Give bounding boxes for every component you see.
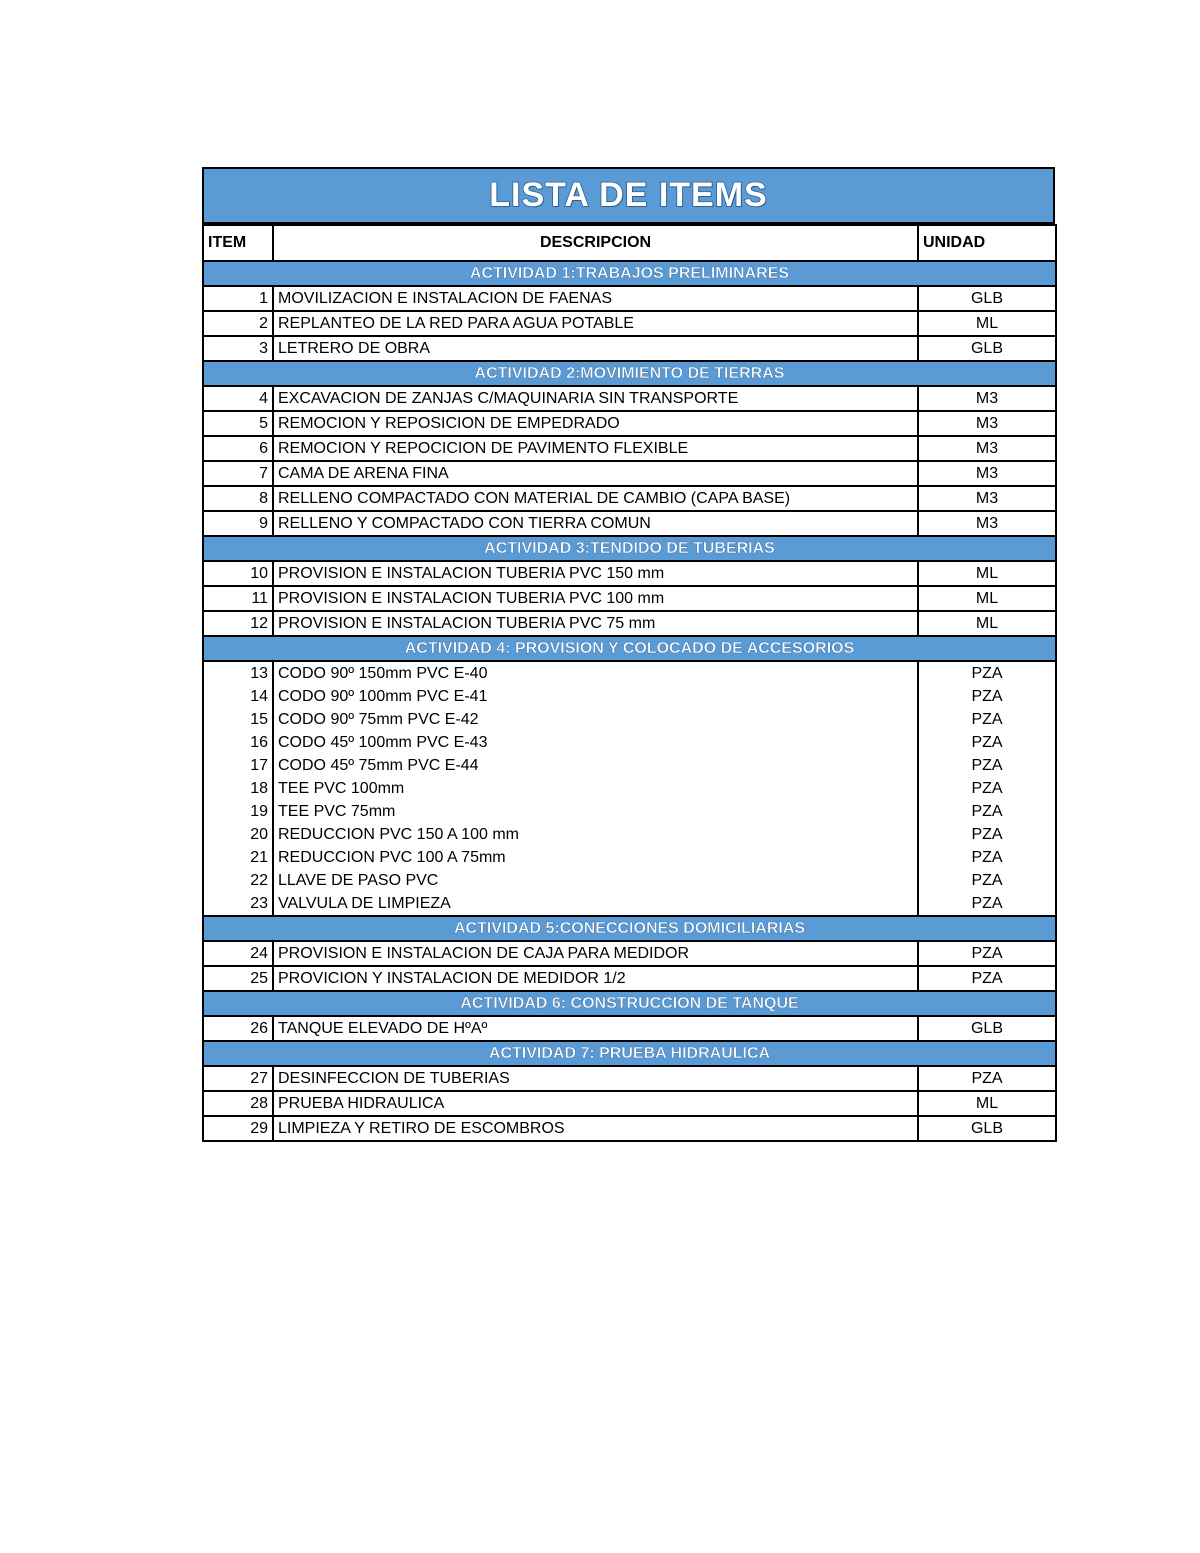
section-label: ACTIVIDAD 6: CONSTRUCCION DE TANQUE xyxy=(203,991,1056,1016)
table-row xyxy=(203,411,1056,436)
item-unit: PZA xyxy=(918,966,1056,991)
item-number: 13 xyxy=(203,661,273,685)
item-unit: M3 xyxy=(918,436,1056,461)
item-number: 26 xyxy=(203,1016,273,1041)
item-unit: PZA xyxy=(918,869,1056,892)
table-row xyxy=(203,846,1056,869)
item-description: PROVISION E INSTALACION DE CAJA PARA MEDIDOR xyxy=(273,941,918,966)
item-number: 29 xyxy=(203,1116,273,1141)
item-number: 10 xyxy=(203,561,273,586)
item-unit: PZA xyxy=(918,941,1056,966)
item-number: 28 xyxy=(203,1091,273,1116)
item-description: CODO 90º 100mm PVC E-41 xyxy=(273,685,918,708)
item-description: PROVISION E INSTALACION TUBERIA PVC 75 mm xyxy=(273,611,918,636)
items-table xyxy=(202,224,1057,1142)
item-number: 22 xyxy=(203,869,273,892)
item-number: 3 xyxy=(203,336,273,361)
section-row xyxy=(203,991,1056,1016)
item-number: 17 xyxy=(203,754,273,777)
section-row xyxy=(203,361,1056,386)
table-row xyxy=(203,1091,1056,1116)
table-row xyxy=(203,461,1056,486)
item-description: PROVISION E INSTALACION TUBERIA PVC 150 mm xyxy=(273,561,918,586)
item-description: RELLENO COMPACTADO CON MATERIAL DE CAMBIO (CAPA BASE) xyxy=(273,486,918,511)
item-unit: PZA xyxy=(918,754,1056,777)
table-row xyxy=(203,586,1056,611)
item-unit: M3 xyxy=(918,511,1056,536)
table-row xyxy=(203,661,1056,685)
table-row xyxy=(203,511,1056,536)
item-unit: M3 xyxy=(918,386,1056,411)
section-label: ACTIVIDAD 7: PRUEBA HIDRAULICA xyxy=(203,1041,1056,1066)
item-number: 16 xyxy=(203,731,273,754)
table-row xyxy=(203,1116,1056,1141)
item-description: TEE PVC 75mm xyxy=(273,800,918,823)
item-number: 19 xyxy=(203,800,273,823)
section-row xyxy=(203,636,1056,661)
item-unit: ML xyxy=(918,586,1056,611)
item-number: 9 xyxy=(203,511,273,536)
table-row xyxy=(203,800,1056,823)
item-description: TEE PVC 100mm xyxy=(273,777,918,800)
item-number: 15 xyxy=(203,708,273,731)
table-row xyxy=(203,611,1056,636)
table-row xyxy=(203,823,1056,846)
item-unit: PZA xyxy=(918,800,1056,823)
item-description: CODO 90º 75mm PVC E-42 xyxy=(273,708,918,731)
item-number: 27 xyxy=(203,1066,273,1091)
section-label: ACTIVIDAD 5:CONECCIONES DOMICILIARIAS xyxy=(203,916,1056,941)
item-description: TANQUE ELEVADO DE HºAº xyxy=(273,1016,918,1041)
table-row xyxy=(203,941,1056,966)
header-unit: UNIDAD xyxy=(918,225,1056,261)
item-number: 2 xyxy=(203,311,273,336)
sheet-title: LISTA DE ITEMS xyxy=(489,176,768,214)
table-row xyxy=(203,386,1056,411)
item-unit: PZA xyxy=(918,661,1056,685)
item-number: 21 xyxy=(203,846,273,869)
section-row xyxy=(203,1041,1056,1066)
item-unit: PZA xyxy=(918,1066,1056,1091)
item-number: 11 xyxy=(203,586,273,611)
item-unit: ML xyxy=(918,311,1056,336)
header-row xyxy=(203,225,1056,261)
item-description: EXCAVACION DE ZANJAS C/MAQUINARIA SIN TRANSPORTE xyxy=(273,386,918,411)
table-row xyxy=(203,731,1056,754)
item-description: REMOCION Y REPOSICION DE EMPEDRADO xyxy=(273,411,918,436)
section-row xyxy=(203,536,1056,561)
item-unit: PZA xyxy=(918,731,1056,754)
section-row xyxy=(203,261,1056,286)
item-unit: GLB xyxy=(918,1016,1056,1041)
item-description: LETRERO DE OBRA xyxy=(273,336,918,361)
item-number: 7 xyxy=(203,461,273,486)
table-row xyxy=(203,1066,1056,1091)
item-number: 12 xyxy=(203,611,273,636)
section-label: ACTIVIDAD 1:TRABAJOS PRELIMINARES xyxy=(203,261,1056,286)
item-description: REPLANTEO DE LA RED PARA AGUA POTABLE xyxy=(273,311,918,336)
item-description: RELLENO Y COMPACTADO CON TIERRA COMUN xyxy=(273,511,918,536)
table-row xyxy=(203,486,1056,511)
table-row xyxy=(203,685,1056,708)
item-unit: PZA xyxy=(918,708,1056,731)
item-number: 5 xyxy=(203,411,273,436)
item-description: PROVICION Y INSTALACION DE MEDIDOR 1/2 xyxy=(273,966,918,991)
table-row xyxy=(203,336,1056,361)
item-unit: PZA xyxy=(918,777,1056,800)
item-unit: ML xyxy=(918,611,1056,636)
item-description: DESINFECCION DE TUBERIAS xyxy=(273,1066,918,1091)
item-unit: M3 xyxy=(918,411,1056,436)
item-unit: ML xyxy=(918,1091,1056,1116)
item-number: 18 xyxy=(203,777,273,800)
item-description: VALVULA DE LIMPIEZA xyxy=(273,892,918,916)
items-sheet xyxy=(202,167,1055,1142)
item-number: 4 xyxy=(203,386,273,411)
item-number: 24 xyxy=(203,941,273,966)
item-description: REDUCCION PVC 100 A 75mm xyxy=(273,846,918,869)
item-description: REDUCCION PVC 150 A 100 mm xyxy=(273,823,918,846)
item-unit: PZA xyxy=(918,685,1056,708)
table-row xyxy=(203,892,1056,916)
item-unit: M3 xyxy=(918,486,1056,511)
item-number: 14 xyxy=(203,685,273,708)
item-number: 20 xyxy=(203,823,273,846)
item-number: 6 xyxy=(203,436,273,461)
item-description: PROVISION E INSTALACION TUBERIA PVC 100 mm xyxy=(273,586,918,611)
item-description: LLAVE DE PASO PVC xyxy=(273,869,918,892)
table-row xyxy=(203,436,1056,461)
header-description: DESCRIPCION xyxy=(273,225,918,261)
item-unit: PZA xyxy=(918,823,1056,846)
item-description: CODO 90º 150mm PVC E-40 xyxy=(273,661,918,685)
table-row xyxy=(203,311,1056,336)
table-row xyxy=(203,561,1056,586)
section-row xyxy=(203,916,1056,941)
item-number: 23 xyxy=(203,892,273,916)
item-description: CAMA DE ARENA FINA xyxy=(273,461,918,486)
items-table-body xyxy=(203,225,1056,1141)
item-number: 1 xyxy=(203,286,273,311)
table-row xyxy=(203,966,1056,991)
item-description: REMOCION Y REPOCICION DE PAVIMENTO FLEXIBLE xyxy=(273,436,918,461)
item-description: CODO 45º 75mm PVC E-44 xyxy=(273,754,918,777)
item-unit: M3 xyxy=(918,461,1056,486)
section-label: ACTIVIDAD 4: PROVISION Y COLOCADO DE ACCESORIOS xyxy=(203,636,1056,661)
item-unit: PZA xyxy=(918,846,1056,869)
table-row xyxy=(203,1016,1056,1041)
table-row xyxy=(203,777,1056,800)
item-unit: GLB xyxy=(918,336,1056,361)
table-row xyxy=(203,869,1056,892)
section-label: ACTIVIDAD 3:TENDIDO DE TUBERIAS xyxy=(203,536,1056,561)
item-number: 25 xyxy=(203,966,273,991)
item-description: MOVILIZACION E INSTALACION DE FAENAS xyxy=(273,286,918,311)
section-label: ACTIVIDAD 2:MOVIMIENTO DE TIERRAS xyxy=(203,361,1056,386)
item-unit: ML xyxy=(918,561,1056,586)
item-unit: PZA xyxy=(918,892,1056,916)
item-description: LIMPIEZA Y RETIRO DE ESCOMBROS xyxy=(273,1116,918,1141)
header-item: ITEM xyxy=(203,225,273,261)
table-row xyxy=(203,708,1056,731)
item-unit: GLB xyxy=(918,1116,1056,1141)
title-bar xyxy=(202,167,1055,224)
item-number: 8 xyxy=(203,486,273,511)
item-description: CODO 45º 100mm PVC E-43 xyxy=(273,731,918,754)
table-row xyxy=(203,754,1056,777)
item-unit: GLB xyxy=(918,286,1056,311)
item-description: PRUEBA HIDRAULICA xyxy=(273,1091,918,1116)
table-row xyxy=(203,286,1056,311)
